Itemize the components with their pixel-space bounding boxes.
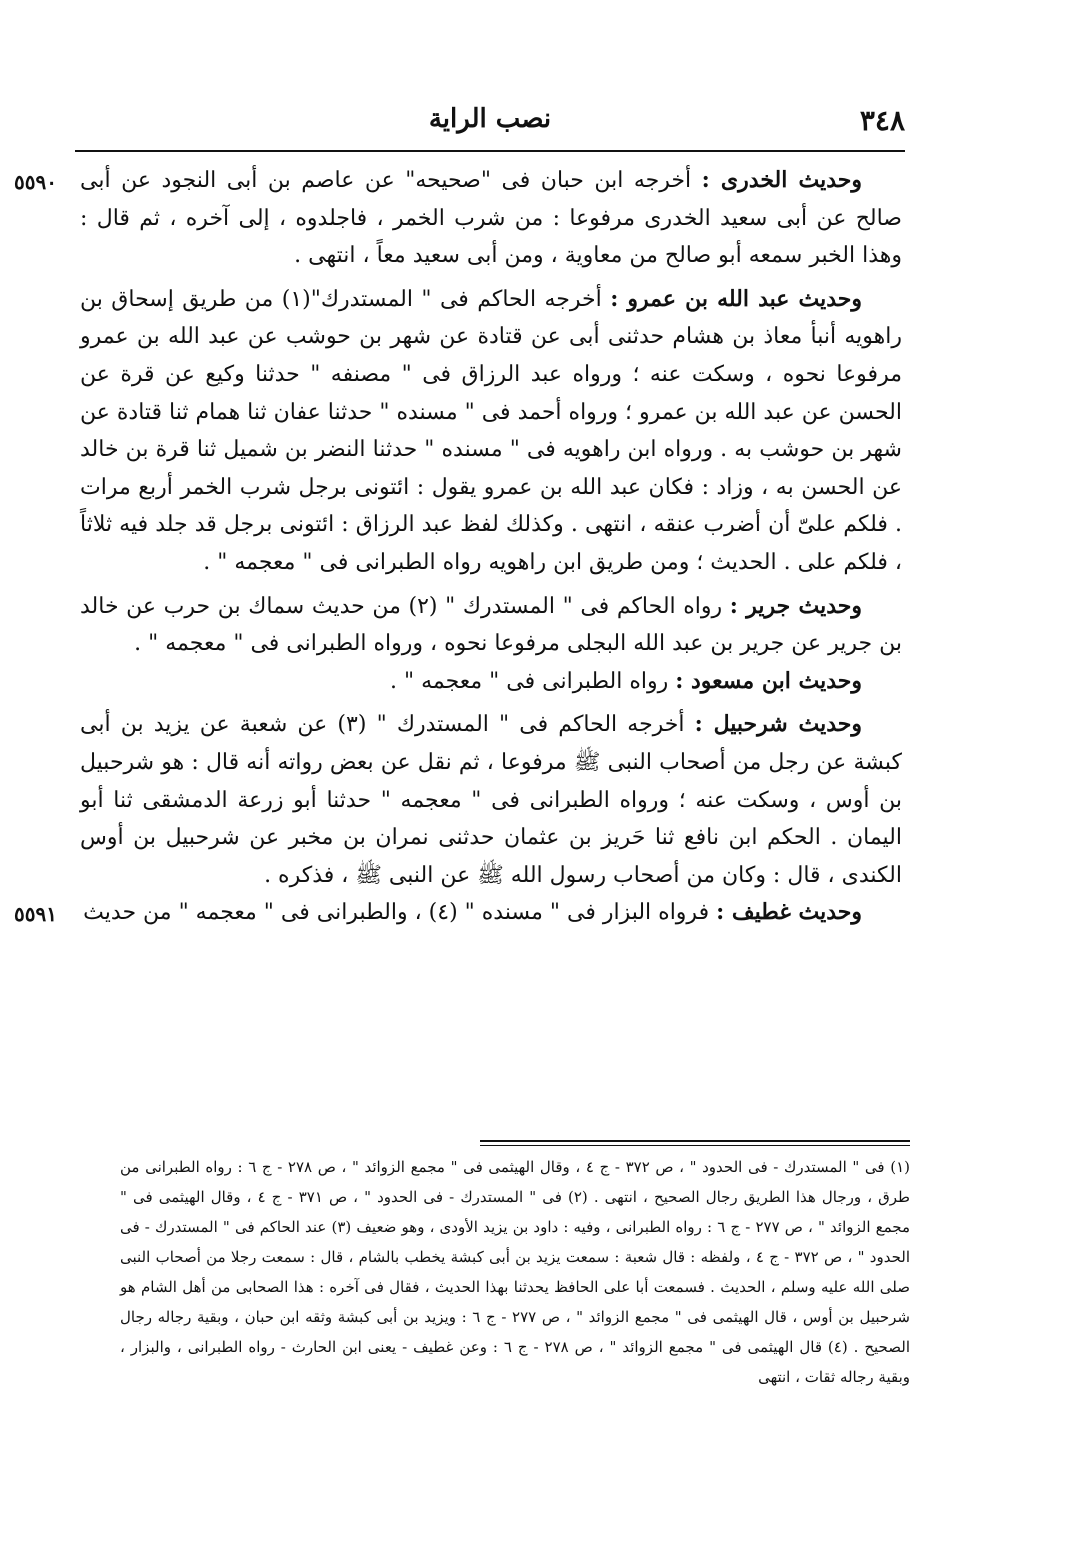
footnote-rule <box>480 1140 910 1146</box>
footnotes <box>120 1152 910 1392</box>
paragraph-body: أخرجه ابن حبان فى "صحيحه" عن عاصم بن أبى النجود عن أبى صالح عن أبى سعيد الخدرى مرفوعا : من شرب الخمر ، فاجلدوه ، إلى آخره ، ثم قال : وهذا الخبر سمعه أبو صالح من معاوية ، ومن أبى سعيد معاً ، انتهى . <box>80 168 902 269</box>
hadith-number: ٥٥٩١ <box>14 902 57 927</box>
paragraph-text <box>80 663 902 701</box>
paragraph-lead: وحديث غطيف : <box>716 899 862 926</box>
page-number: ٣٤٨ <box>859 104 905 137</box>
paragraph <box>14 894 902 932</box>
paragraph <box>80 663 902 701</box>
paragraph-body: رواه الحاكم فى " المستدرك " (٢) من حديث سماك بن حرب عن خالد بن جرير عن جرير بن عبد الله البجلى مرفوعا نحوه ، ورواه الطبرانى فى " معجمه " . <box>80 593 902 657</box>
paragraph-lead: وحديث عبد الله بن عمرو : <box>610 285 862 312</box>
paragraph-text <box>80 162 902 275</box>
paragraph-body: رواه الطبرانى فى " معجمه " . <box>389 668 669 694</box>
paragraph-lead: وحديث شرحبيل : <box>694 711 863 738</box>
paragraph-lead: وحديث الخدرى : <box>701 167 862 193</box>
paragraph <box>80 706 902 894</box>
paragraph <box>80 281 902 582</box>
main-text <box>14 162 902 938</box>
paragraph <box>80 588 902 663</box>
paragraph-text <box>80 281 902 582</box>
hadith-number: ٥٥٩٠ <box>14 170 57 194</box>
paragraph-body: أخرجه الحاكم فى " المستدرك " (٣) عن شعبة عن يزيد بن أبى كبشة عن رجل من أصحاب النبى ﷺ مرفوعا ، ثم نقل عن بعض رواته أنه قال : هو شرحبيل بن أوس ، وسكت عنه ؛ ورواه الطبرانى فى " معجمه " حدثنا أبو زرعة الدمشقى ثنا أبو اليمان . الحكم ابن نافع ثنا حَريز بن عثمان حدثنى نمران بن مخبر عن شرحبيل بن أوس الكندى ، قال : وكان من أصحاب رسول الله ﷺ عن النبى ﷺ ، فذكره . <box>80 712 902 888</box>
running-title: نصب الراية <box>428 104 552 134</box>
paragraph <box>14 162 902 275</box>
paragraph-body: فرواه البزار فى " مسنده " (٤) ، والطبرانى فى " معجمه " من حديث <box>83 900 710 926</box>
header-rule <box>75 150 905 152</box>
footnote-block: (١) فى " المستدرك - فى الحدود " ، ص ٣٧٢ - ج ٤ ، وقال الهيثمى فى " مجمع الزوائد " ، ص ٢٧٨ - ج ٦ : رواه الطبرانى من طرق ، ورجال هذا الطريق رجال الصحيح ، انتهى . (٢) فى " المستدرك - فى الحدود " ، ص ٣٧١ - ج ٤ ، وقال الهيثمى فى " مجمع الزوائد " ، ص ٢٧٧ - ج ٦ : رواه الطبرانى ، وفيه : داود بن يزيد الأودى ، وهو ضعيف (٣) عند الحاكم فى " المستدرك - فى الحدود " ، ص ٣٧٢ - ج ٤ ، ولفظه : قال شعبة : سمعت يزيد بن أبى كبشة يخطب بالشام ، قال : سمعت رجلا من أصحاب النبى صلى الله عليه وسلم ، الحديث . فسمعت أبا على الحافظ يحدثنا بهذا الحديث ، فقال فى آخره : هذا الصحابى من أهل الشام هو شرحبيل بن أوس ، قال الهيثمى فى " مجمع الزوائد " ، ص ٢٧٧ - ج ٦ : ويزيد بن أبى كبشة وثقه ابن حبان ، وبقية رجاله رجال الصحيح . (٤) قال الهيثمى فى " مجمع الزوائد " ، ص ٢٧٨ - ج ٦ : وعن غطيف - يعنى ابن الحارث - رواه الطبرانى ، والبزار ، وبقية رجاله ثقات ، انتهى <box>120 1158 911 1386</box>
paragraph-text <box>80 706 902 894</box>
paragraph-lead: وحديث ابن مسعود : <box>675 667 862 694</box>
paragraph-body: أخرجه الحاكم فى " المستدرك"(١) من طريق إسحاق بن راهويه أنبأ معاذ بن هشام حدثنى أبى عن قتادة عن شهر بن حوشب عن عبد الله بن عمرو مرفوعا نحوه ، وسكت عنه ؛ ورواه عبد الرزاق فى " مصنفه " حدثنا وكيع عن قرة عن الحسن عن عبد الله بن عمرو ؛ ورواه أحمد فى " مسنده " حدثنا عفان ثنا همام ثنا قتادة عن شهر بن حوشب به . ورواه ابن راهويه فى " مسنده " حدثنا النضر بن شميل ثنا قرة بن خالد عن الحسن به ، وزاد : فكان عبد الله بن عمرو يقول : ائتونى برجل شرب الخمر أربع مرات . فلكم علىّ أن أضرب عنقه ، انتهى . وكذلك لفظ عبد الرزاق : ائتونى برجل قد جلد فيه ثلاثاً ، فلكم على . الحديث ؛ ومن طريق ابن راهويه رواه الطبرانى فى " معجمه " . <box>80 286 902 575</box>
paragraph-lead: وحديث جرير : <box>729 592 862 619</box>
paragraph-text <box>80 894 902 932</box>
page-header <box>75 100 905 146</box>
paragraph-text <box>80 588 902 663</box>
